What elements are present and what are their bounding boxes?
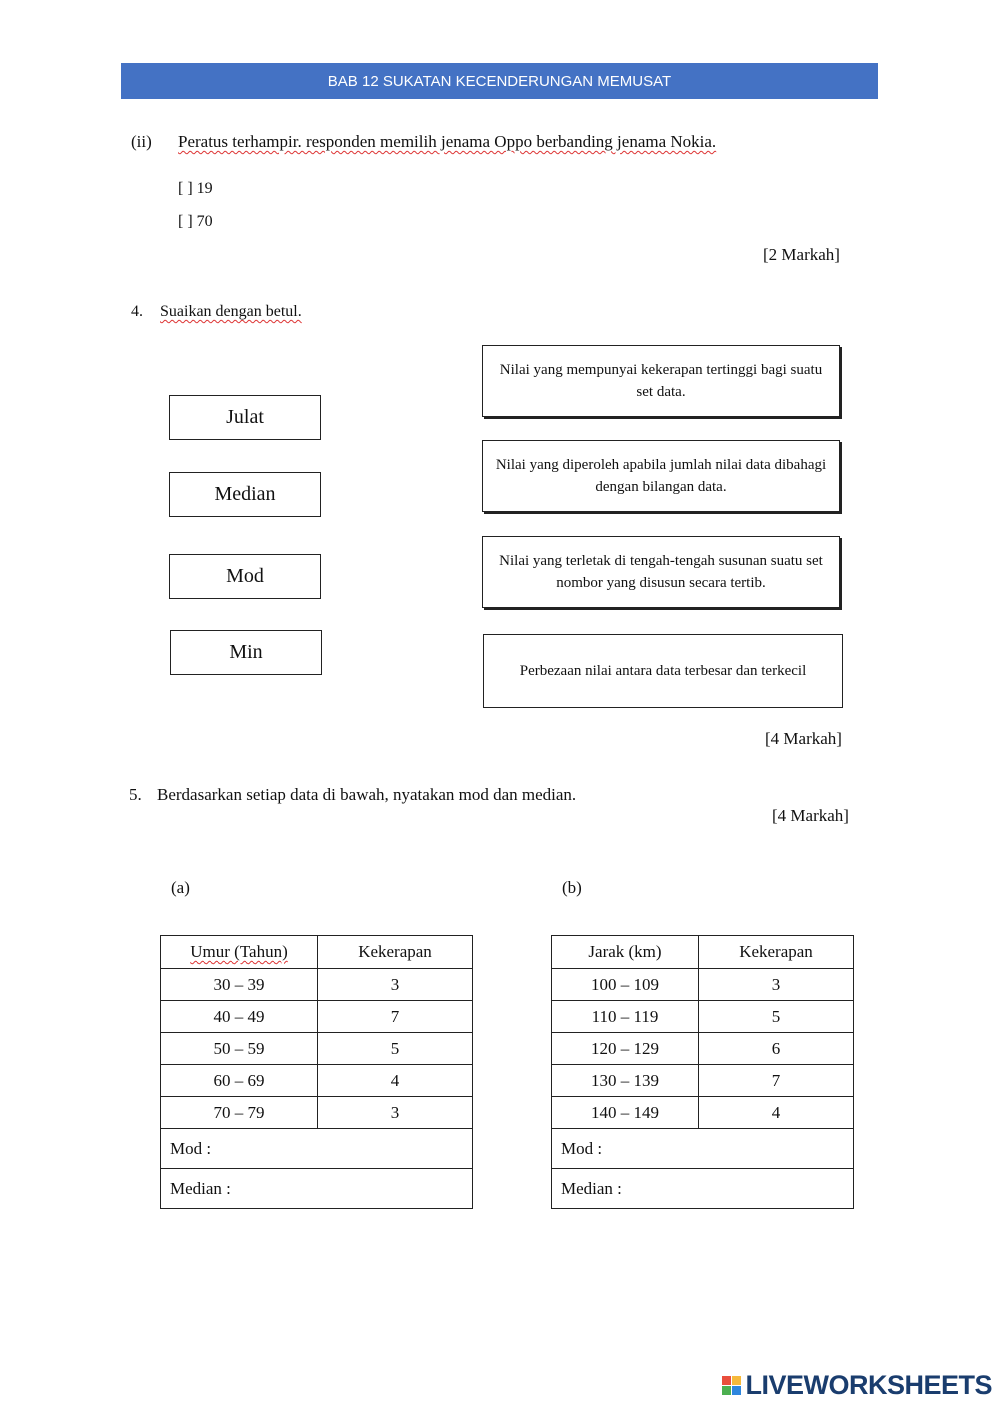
- column-header: Umur (Tahun): [161, 936, 318, 969]
- definition-box[interactable]: Nilai yang terletak di tengah-tengah susunan suatu set nombor yang disusun secara tertib.: [482, 536, 840, 608]
- term-mod[interactable]: Mod: [169, 554, 321, 599]
- class-cell: 140 – 149: [552, 1097, 699, 1129]
- median-row[interactable]: [552, 1169, 854, 1209]
- frequency-cell: 4: [318, 1065, 473, 1097]
- class-cell: 70 – 79: [161, 1097, 318, 1129]
- marks-label: [4 Markah]: [765, 729, 842, 748]
- table-row: [552, 1033, 854, 1065]
- option-value: 70: [196, 213, 213, 230]
- table-row: [161, 1097, 473, 1129]
- question-3ii-text: Peratus terhampir. responden memilih jenama Oppo berbanding jenama Nokia.: [178, 132, 717, 151]
- class-cell: 120 – 129: [552, 1033, 699, 1065]
- term-median[interactable]: Median: [169, 472, 321, 517]
- table-row: [552, 1001, 854, 1033]
- table-row: [161, 1033, 473, 1065]
- question-3ii-number: (ii): [131, 132, 152, 151]
- column-header: Kekerapan: [318, 936, 473, 969]
- frequency-cell: 6: [699, 1033, 854, 1065]
- mod-answer-cell[interactable]: Mod :: [161, 1129, 473, 1169]
- class-cell: 30 – 39: [161, 969, 318, 1001]
- page-title: BAB 12 SUKATAN KECENDERUNGAN MEMUSAT: [327, 72, 672, 90]
- frequency-cell: 7: [699, 1065, 854, 1097]
- definition-box[interactable]: Nilai yang mempunyai kekerapan tertinggi bagi suatu set data.: [482, 345, 840, 417]
- median-answer-cell[interactable]: Median :: [552, 1169, 854, 1209]
- class-cell: 100 – 109: [552, 969, 699, 1001]
- frequency-table-a: [160, 935, 473, 1209]
- frequency-cell: 4: [699, 1097, 854, 1129]
- page-header: [121, 63, 878, 99]
- table-row: [552, 1097, 854, 1129]
- table-a-label: (a): [171, 878, 190, 897]
- column-header: Jarak (km): [552, 936, 699, 969]
- frequency-table-b: [551, 935, 854, 1209]
- column-header: Kekerapan: [699, 936, 854, 969]
- logo-icon: [722, 1376, 741, 1395]
- table-row: [161, 1001, 473, 1033]
- table-row: [161, 969, 473, 1001]
- class-cell: 130 – 139: [552, 1065, 699, 1097]
- frequency-cell: 5: [699, 1001, 854, 1033]
- table-b-label: (b): [562, 878, 582, 897]
- option-checkbox[interactable]: [ ]: [178, 180, 193, 197]
- definition-box[interactable]: Perbezaan nilai antara data terbesar dan terkecil: [483, 634, 843, 708]
- frequency-cell: 3: [699, 969, 854, 1001]
- mod-row[interactable]: [552, 1129, 854, 1169]
- question-4-instruction: Suaikan dengan betul.: [160, 303, 302, 320]
- table-header-row: [161, 936, 473, 969]
- question-4-number: 4.: [131, 303, 143, 320]
- option-checkbox[interactable]: [ ]: [178, 213, 193, 230]
- frequency-cell: 7: [318, 1001, 473, 1033]
- median-row[interactable]: [161, 1169, 473, 1209]
- question-5-text: Berdasarkan setiap data di bawah, nyatakan mod dan median.: [157, 785, 577, 804]
- logo-text: LIVEWORKSHEETS: [745, 1370, 992, 1400]
- option-19[interactable]: [178, 180, 213, 198]
- table-header-row: [552, 936, 854, 969]
- term-julat[interactable]: Julat: [169, 395, 321, 440]
- median-answer-cell[interactable]: Median :: [161, 1169, 473, 1209]
- question-5-number: 5.: [129, 785, 142, 804]
- frequency-cell: 3: [318, 1097, 473, 1129]
- option-value: 19: [196, 180, 213, 197]
- table-row: [552, 969, 854, 1001]
- frequency-cell: 3: [318, 969, 473, 1001]
- table-row: [161, 1065, 473, 1097]
- marks-label: [2 Markah]: [763, 245, 840, 264]
- mod-answer-cell[interactable]: Mod :: [552, 1129, 854, 1169]
- definition-box[interactable]: Nilai yang diperoleh apabila jumlah nilai data dibahagi dengan bilangan data.: [482, 440, 840, 512]
- term-min[interactable]: Min: [170, 630, 322, 675]
- mod-row[interactable]: [161, 1129, 473, 1169]
- class-cell: 110 – 119: [552, 1001, 699, 1033]
- table-row: [552, 1065, 854, 1097]
- frequency-cell: 5: [318, 1033, 473, 1065]
- class-cell: 40 – 49: [161, 1001, 318, 1033]
- marks-label: [4 Markah]: [772, 806, 849, 825]
- class-cell: 50 – 59: [161, 1033, 318, 1065]
- option-70[interactable]: [178, 213, 213, 231]
- liveworksheets-logo[interactable]: [722, 1370, 992, 1401]
- class-cell: 60 – 69: [161, 1065, 318, 1097]
